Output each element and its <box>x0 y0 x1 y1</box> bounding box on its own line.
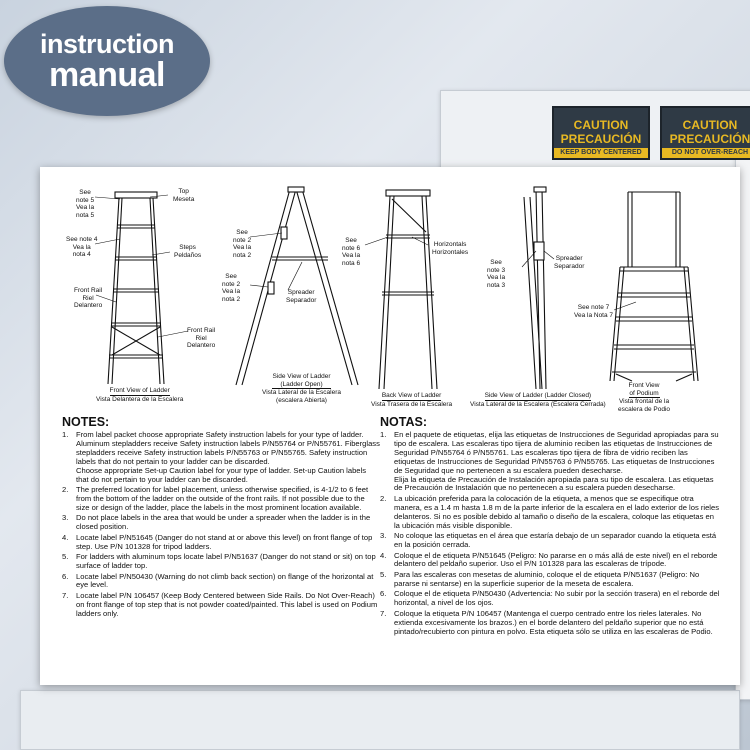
note-item <box>62 534 380 552</box>
notes-spanish <box>380 415 720 638</box>
podium-front-view-drawing <box>610 192 698 381</box>
note-text: En el paquete de etiquetas, elija las etiquetas de Instrucciones de Seguridad apropiadas para su tipo de escalera. Las escaleras tipo tijera de aluminio reciben las etiquetas de Instrucciones de Seguridad P/N55764 ó P/N55761. Las escaleras tipo tijera de fibra de vidrio reciben las etiquetas de Instrucciones de Seguridad P/N55763 ó P/N55765. Las etiquetas de Instrucciones de Seguridad que no pertenecen a su escalera pueden desecharse. <box>394 430 719 475</box>
note-text: Elija la etiqueta de Precaución de Instalación apropiada para su tipo de escalera. Las etiquetas de Precaución de Instalación que no pertenecen a su escalera pueden desecharse. <box>394 474 714 493</box>
note-item <box>380 431 720 493</box>
notes-spanish-list <box>380 431 720 637</box>
caution-label-strip: DO NOT OVER-REACH <box>662 148 750 158</box>
front-rail-right-label: Front Rail Riel Delantero <box>187 327 216 349</box>
note-text: The preferred location for label placement, unless otherwise specified, is 4-1/2 to 6 feet from the bottom of the ladder on the outside of the front rails. If not possible due to the size or design of the ladder, place the labels in the most prominent location available. <box>76 485 369 512</box>
note-text: Choose appropriate Set-up Caution label for your type of ladder. Set-up Caution labels that do not pertain to your ladder can be discarded. <box>76 465 367 484</box>
front-view-caption-es: Vista Delantera de la Escalera <box>96 395 184 403</box>
note-number: 2. <box>380 493 387 503</box>
front-rail-left-label: Front Rail Riel Delantero <box>74 287 103 309</box>
note-item <box>62 553 380 571</box>
note-number: 5. <box>62 552 69 562</box>
note-text: Locate label P/N50430 (Warning do not climb back section) on flange of the horizontal at eye level. <box>76 571 374 590</box>
note-number: 7. <box>62 590 69 600</box>
side-open-spreader-label: Spreader Separador <box>286 289 317 304</box>
note-number: 4. <box>62 532 69 542</box>
note-number: 7. <box>380 608 387 618</box>
note-number: 2. <box>62 485 69 495</box>
note-number: 3. <box>62 513 69 523</box>
caution-label-strip: KEEP BODY CENTERED <box>554 148 648 158</box>
ladder-diagrams <box>40 167 740 417</box>
side-view-open-ladder-drawing <box>236 187 361 385</box>
side-open-note-2a-label: See note 2 Vea la nota 2 <box>233 229 252 259</box>
podium-caption-es: Vista frontal de la escalera de Podio <box>618 398 671 413</box>
note-text: Do not place labels in the area that would be under a spreader when the ladder is in the closed position. <box>76 513 371 532</box>
notes-english-title: NOTES: <box>62 415 110 429</box>
side-closed-caption-en: Side View of Ladder (Ladder Closed) <box>484 392 592 399</box>
side-open-caption <box>262 373 341 404</box>
podium-caption-en: Front View of Podium <box>628 382 660 397</box>
notes-english <box>62 415 380 620</box>
notes-spanish-title: NOTAS: <box>380 415 427 429</box>
note-item <box>62 486 380 513</box>
note-number: 5. <box>380 569 387 579</box>
back-view-caption-es: Vista Trasera de la Escalera <box>371 400 453 408</box>
note-item <box>380 552 720 570</box>
side-closed-caption-es: Vista Lateral de la Escalera (Escalera Cerrada) <box>470 400 606 408</box>
caution-label-sample <box>660 106 750 160</box>
note-number: 6. <box>380 589 387 599</box>
note-text: Locate label P/N 106457 (Keep Body Centered between Side Rails. Do Not Over-Reach) on front flange of top step that is not powder coated/painted. This label is used on Podium ladders only. <box>76 590 378 618</box>
note-number: 3. <box>380 531 387 541</box>
note-item <box>380 610 720 637</box>
note-text: La ubicación preferida para la colocación de la etiqueta, a menos que se especifique otra manera, es a 1.4 m hasta 1.8 m de la parte inferior de la escalera en el lado exterior de los rieles delanteros. Si no es posible debido al tamaño o diseño de la escalera, coloque las etiquetas en la ubicación más visible disponible. <box>394 493 720 530</box>
front-view-ladder-drawing <box>108 192 164 384</box>
front-note-4-label: See note 4 Vea la nota 4 <box>66 236 98 258</box>
note-text: No coloque las etiquetas en el área que estaría debajo de un separador cuando la etiqueta está en la posición cerrada. <box>394 531 717 550</box>
note-text: From label packet choose appropriate Safety instruction labels for your type of ladder. Aluminum stepladders receive Safety instruction labels P/N55764 or P/N55761. Fiberglass stepladders receive Safety instruction labels P/N55763 or P/N55765. Safety instruction labels that do not pertain to your ladder can be discarded. <box>76 430 380 466</box>
note-text: Coloque la etiqueta P/N 106457 (Mantenga el cuerpo centrado entre los rieles laterales. No extienda excesivamente los brazos.) en el borde delantero del peldaño superior que no está pintado/recubierto con pintura en polvo. Esta etiqueta sólo se utiliza en las escaleras de Podio. <box>394 608 713 636</box>
side-closed-spreader-label: Spreader Separador <box>554 255 585 270</box>
instruction-sheet <box>40 167 740 685</box>
back-view-caption-en: Back View of Ladder <box>381 392 442 399</box>
note-item <box>62 431 380 484</box>
note-item <box>62 514 380 532</box>
caution-label-subtitle: PRECAUCIÓN <box>560 132 642 146</box>
notes-english-list <box>62 431 380 619</box>
podium-caption <box>618 382 670 413</box>
note-item <box>380 532 720 550</box>
back-horizontals-label: Horizontals Horizontales <box>432 241 469 256</box>
instruction-manual-banner <box>4 6 210 116</box>
side-view-closed-ladder-drawing <box>524 187 546 389</box>
banner-line-2: manual <box>48 56 166 94</box>
note-number: 4. <box>380 550 387 560</box>
ladder-diagrams-svg <box>40 167 740 417</box>
caution-label-title: CAUTION <box>573 118 629 132</box>
front-view-caption-en: Front View of Ladder <box>109 387 170 394</box>
banner-line-1: instruction <box>40 29 174 59</box>
side-open-caption-en: Side View of Ladder (Ladder Open) <box>272 373 331 388</box>
back-note-6-label: See note 6 Vea la nota 6 <box>342 237 361 267</box>
note-number: 1. <box>380 430 387 439</box>
note-item <box>380 590 720 608</box>
front-top-label: Top Meseta <box>173 188 195 203</box>
side-closed-caption <box>470 392 606 408</box>
note-text: Coloque el de etiqueta P/N50430 (Advertencia: No subir por la sección trasera) en el reborde del horizontal, a nivel de los ojos. <box>394 589 720 608</box>
note-item <box>380 495 720 531</box>
side-open-caption-es: Vista Lateral de la Escalera (escalera Abierta) <box>262 389 342 404</box>
back-view-ladder-drawing <box>379 190 437 389</box>
front-note-5-label: See note 5 Vea la nota 5 <box>76 189 95 219</box>
note-text: Coloque el de etiqueta P/N51645 (Peligro: No pararse en o más allá de este nivel) en el reborde delantero del peldaño superior. Uso el P/N 101328 para las escaleras de trípode. <box>394 550 718 569</box>
note-number: 1. <box>62 430 69 439</box>
note-item <box>62 573 380 591</box>
caution-label-subtitle: PRECAUCIÓN <box>669 132 750 146</box>
note-text: Para las escaleras con mesetas de aluminio, coloque el de etiqueta P/N51637 (Peligro: No pararse ni sentarse) en la superficie superior de la meseta de escalera. <box>394 569 700 588</box>
caution-label-sample <box>552 106 650 160</box>
note-text: Locate label P/N51645 (Danger do not stand at or above this level) on front flange of top step. Use P/N 101328 for tripod ladders. <box>76 532 373 551</box>
front-view-caption <box>96 387 183 403</box>
note-number: 6. <box>62 571 69 581</box>
note-item <box>380 571 720 589</box>
podium-note-7-label: See note 7 Vea la Nota 7 <box>574 304 614 319</box>
side-open-note-2b-label: See note 2 Vea la nota 2 <box>222 273 241 303</box>
front-steps-label: Steps Peldaños <box>174 244 202 259</box>
note-text: For ladders with aluminum tops locate label P/N51637 (Danger do not stand or sit) on top surface of ladder top. <box>76 552 376 571</box>
background-sheet-bottom <box>20 690 740 750</box>
note-item <box>62 592 380 619</box>
caution-label-title: CAUTION <box>682 118 738 132</box>
side-closed-note-3-label: See note 3 Vea la nota 3 <box>487 259 506 289</box>
back-view-caption <box>371 392 452 408</box>
